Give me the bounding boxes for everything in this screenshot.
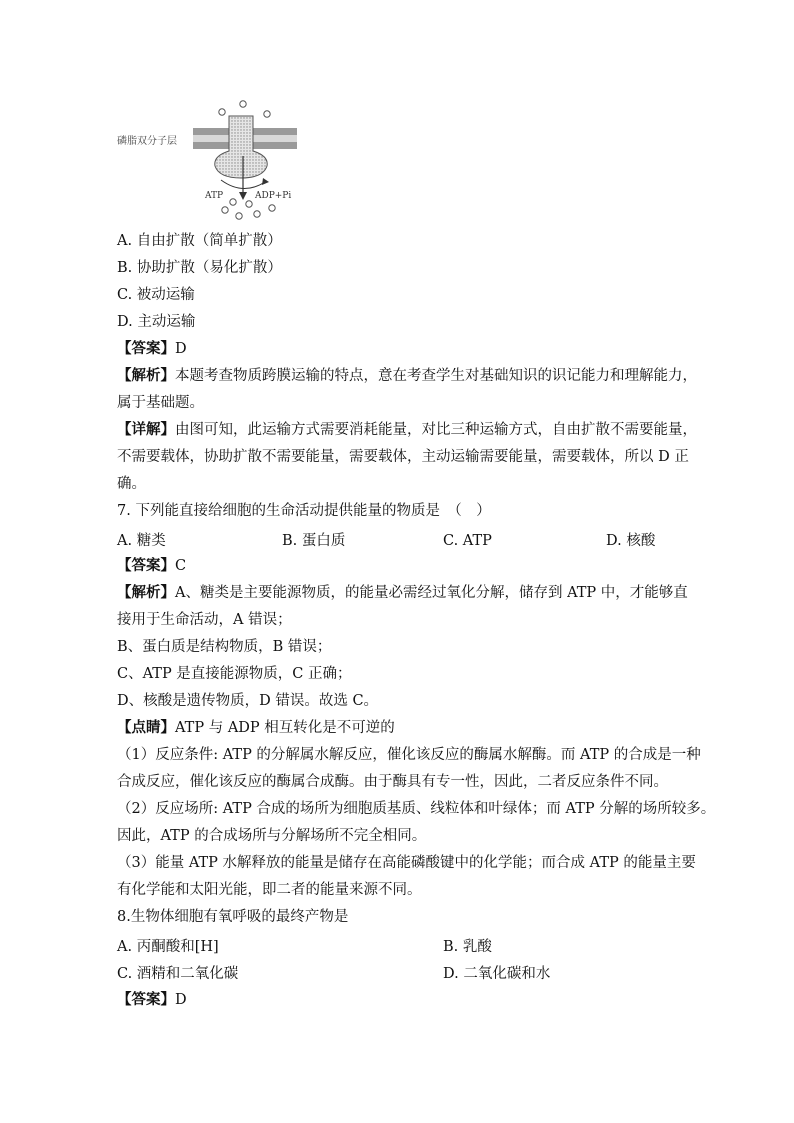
- q7-option-a: A. 糖类: [117, 533, 166, 549]
- q8-option-c: C. 酒精和二氧化碳: [117, 966, 239, 982]
- q7-option-d: D. 核酸: [606, 533, 656, 549]
- detail-tag: 【详解】: [117, 421, 175, 438]
- q8-option-b: B. 乳酸: [443, 939, 492, 955]
- q7-analysis-line: C、ATP 是直接能源物质，C 正确；: [117, 666, 352, 682]
- q6-option-b: B. 协助扩散（易化扩散）: [117, 260, 282, 276]
- analysis-tag: 【解析】: [117, 367, 175, 384]
- q6-answer: [117, 339, 187, 359]
- q8-option-d: D. 二氧化碳和水: [443, 966, 551, 982]
- q6-detail-line: 不需要载体，协助扩散不需要能量，需要载体，主动运输需要能量，需要载体，所以 D 正: [117, 449, 689, 465]
- q7-point-line: 因此，ATP 的合成场所与分解场所不完全相同。: [117, 828, 427, 844]
- membrane-transport-figure: [117, 96, 317, 224]
- analysis-tag: 【解析】: [117, 584, 175, 601]
- answer-tag: 【答案】: [117, 340, 175, 357]
- q7-analysis-line: D、核酸是遗传物质，D 错误。故选 C。: [117, 693, 379, 709]
- adp-label: ADP+Pi: [255, 191, 292, 201]
- answer-tag: 【答案】: [117, 557, 175, 574]
- q8-stem: 8.生物体细胞有氧呼吸的最终产物是: [117, 909, 349, 925]
- q7-analysis-line: 接用于生命活动，A 错误；: [117, 612, 292, 628]
- q7-point-line: 合成反应，催化该反应的酶属合成酶。由于酶具有专一性，因此，二者反应条件不同。: [117, 774, 668, 790]
- q8-option-a: A. 丙酮酸和[H]: [117, 939, 219, 955]
- q8-answer: [117, 990, 187, 1010]
- q7-analysis-line: B、蛋白质是结构物质，B 错误；: [117, 639, 332, 655]
- q7-point-line: （1）反应条件: ATP 的分解属水解反应，催化该反应的酶属水解酶。而 ATP 的合成是一种: [117, 747, 701, 763]
- molecule: [219, 109, 225, 115]
- q6-detail-line: 确。: [117, 476, 146, 492]
- analysis-text: 本题考查物质跨膜运输的特点，意在考查学生对基础知识的识记能力和理解能力，: [175, 368, 697, 384]
- q7-answer: [117, 556, 186, 576]
- q7-point-title: [117, 718, 395, 738]
- q6-option-d: D. 主动运输: [117, 314, 196, 330]
- atp-label: ATP: [205, 191, 224, 201]
- membrane-label: 磷脂双分子层: [117, 136, 177, 147]
- answer-value: C: [175, 558, 187, 574]
- q7-option-b: B. 蛋白质: [282, 533, 346, 549]
- q7-stem: 7. 下列能直接给细胞的生命活动提供能量的物质是 （ ）: [117, 503, 491, 519]
- molecule: [240, 101, 246, 107]
- answer-tag: 【答案】: [117, 991, 175, 1008]
- q6-detail-line: [117, 420, 697, 440]
- q7-point-line: 有化学能和太阳光能，即二者的能量来源不同。: [117, 882, 422, 898]
- molecule: [264, 111, 270, 117]
- point-tag: 【点睛】: [117, 719, 175, 736]
- q6-option-c: C. 被动运输: [117, 287, 195, 303]
- molecule: [230, 199, 236, 205]
- molecule: [269, 205, 275, 211]
- q6-option-a: A. 自由扩散（简单扩散）: [117, 233, 282, 249]
- answer-value: D: [175, 341, 187, 357]
- molecule: [246, 201, 252, 207]
- q7-point-line: （2）反应场所: ATP 合成的场所为细胞质基质、线粒体和叶绿体；而 ATP 分解的场所较多。: [117, 801, 716, 817]
- point-title-text: ATP 与 ADP 相互转化是不可逆的: [175, 720, 395, 736]
- detail-text: 由图可知，此运输方式需要消耗能量，对比三种运输方式，自由扩散不需要能量，: [175, 422, 697, 438]
- q7-point-line: （3）能量 ATP 水解释放的能量是储存在高能磷酸键中的化学能；而合成 ATP 的能量主要: [117, 855, 696, 871]
- answer-value: D: [175, 992, 187, 1008]
- molecule: [254, 211, 260, 217]
- analysis-text: A、糖类是主要能源物质，的能量必需经过氧化分解，储存到 ATP 中，才能够直: [175, 585, 688, 601]
- molecule: [236, 213, 242, 219]
- molecule: [222, 207, 228, 213]
- q7-analysis-line: [117, 583, 688, 603]
- q7-option-c: C. ATP: [443, 533, 492, 549]
- q6-analysis-line: [117, 366, 697, 386]
- q6-analysis-line: 属于基础题。: [117, 395, 204, 411]
